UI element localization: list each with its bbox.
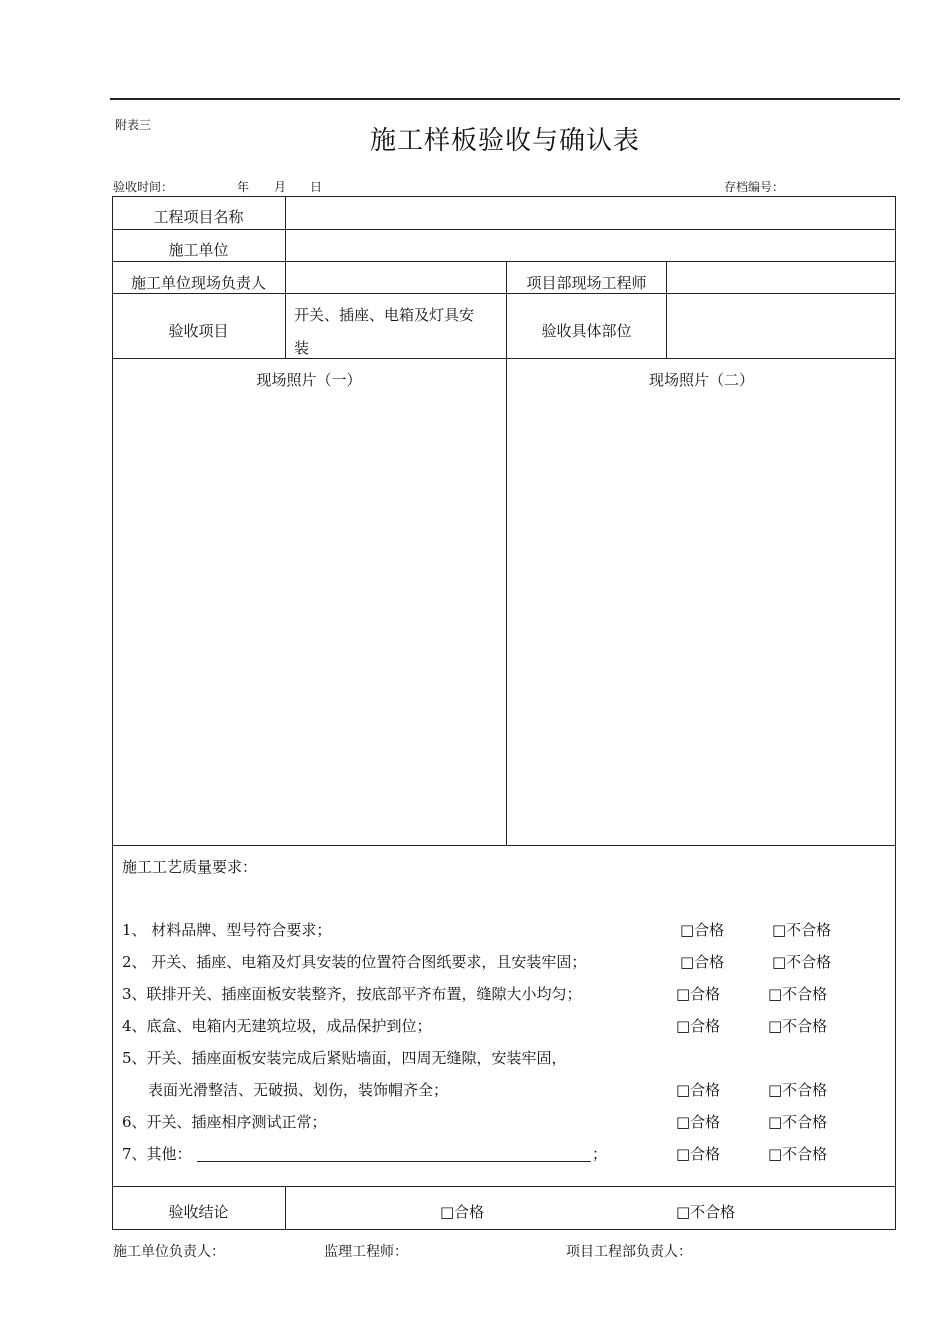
page-title: 施工样板验收与确认表 [369,126,640,156]
requirement-item: 2、 开关、插座、电箱及灯具安装的位置符合图纸要求，且安装牢固； [122,953,587,971]
project-name-field[interactable] [286,197,895,228]
inspection-item-value-cont: 装 [294,339,310,357]
fail-checkbox[interactable]: □不合格 [768,1113,828,1131]
supervisor-signature-label: 监理工程师： [324,1244,408,1260]
day-label: 日 [310,180,323,194]
fail-checkbox[interactable]: □不合格 [772,953,832,971]
header-rule [110,98,900,100]
row-divider [112,845,896,846]
row-divider [112,358,896,359]
requirement-item: 4、底盒、电箱内无建筑垃圾，成品保护到位； [122,1017,432,1035]
contractor-site-lead-label: 施工单位现场负责人 [130,274,266,292]
other-fill-in-line[interactable] [197,1161,591,1162]
inspection-date-label: 验收时间： [113,180,174,194]
contractor-field[interactable] [286,230,895,260]
inspection-item-label: 验收项目 [168,322,229,340]
month-label: 月 [274,180,287,194]
requirement-item: 5、开关、插座面板安装完成后紧贴墙面，四周无缝隙，安装牢固， [122,1049,567,1067]
column-divider [285,1186,286,1230]
contractor-label: 施工单位 [168,241,229,259]
fail-checkbox[interactable]: □不合格 [768,1017,828,1035]
fail-checkbox[interactable]: □不合格 [768,1145,828,1163]
archive-number-label: 存档编号： [724,180,785,194]
requirement-item-cont: 表面光滑整洁、无破损、划伤，装饰帽齐全； [148,1081,449,1099]
fail-checkbox[interactable]: □不合格 [768,985,828,1003]
conclusion-fail-checkbox[interactable]: □不合格 [676,1203,736,1221]
pass-checkbox[interactable]: □合格 [680,921,725,939]
project-engineer-field[interactable] [667,262,895,292]
requirement-item: 1、 材料品牌、型号符合要求； [122,921,332,939]
fail-checkbox[interactable]: □不合格 [772,921,832,939]
requirement-item: 7、其他： [122,1145,192,1163]
pass-checkbox[interactable]: □合格 [676,1017,721,1035]
project-dept-lead-signature-label: 项目工程部负责人： [566,1244,692,1260]
inspection-location-label: 验收具体部位 [541,322,632,340]
pass-checkbox[interactable]: □合格 [676,1081,721,1099]
pass-checkbox[interactable]: □合格 [676,1145,721,1163]
contractor-lead-signature-label: 施工单位负责人： [113,1244,225,1260]
project-engineer-label: 项目部现场工程师 [526,274,647,292]
site-photo-2-area[interactable] [507,395,895,844]
requirements-heading: 施工工艺质量要求： [122,858,258,876]
requirement-item: 3、联排开关、插座面板安装整齐，按底部平齐布置，缝隙大小均匀； [122,985,582,1003]
pass-checkbox[interactable]: □合格 [676,985,721,1003]
fail-checkbox[interactable]: □不合格 [768,1081,828,1099]
site-photo-2-label: 现场照片（二） [648,371,754,389]
appendix-label: 附表三 [115,118,152,132]
pass-checkbox[interactable]: □合格 [676,1113,721,1131]
requirement-item: 6、开关、插座相序测试正常； [122,1113,327,1131]
other-suffix: ； [592,1145,608,1163]
conclusion-label: 验收结论 [168,1203,229,1221]
inspection-location-field[interactable] [667,294,895,357]
contractor-site-lead-field[interactable] [286,262,505,292]
site-photo-1-label: 现场照片（一） [256,371,362,389]
pass-checkbox[interactable]: □合格 [680,953,725,971]
inspection-item-value: 开关、插座、电箱及灯具安 [294,306,475,324]
conclusion-pass-checkbox[interactable]: □合格 [440,1203,485,1221]
row-divider [112,1186,896,1187]
project-name-label: 工程项目名称 [153,208,244,226]
year-label: 年 [237,180,250,194]
site-photo-1-area[interactable] [113,395,505,844]
